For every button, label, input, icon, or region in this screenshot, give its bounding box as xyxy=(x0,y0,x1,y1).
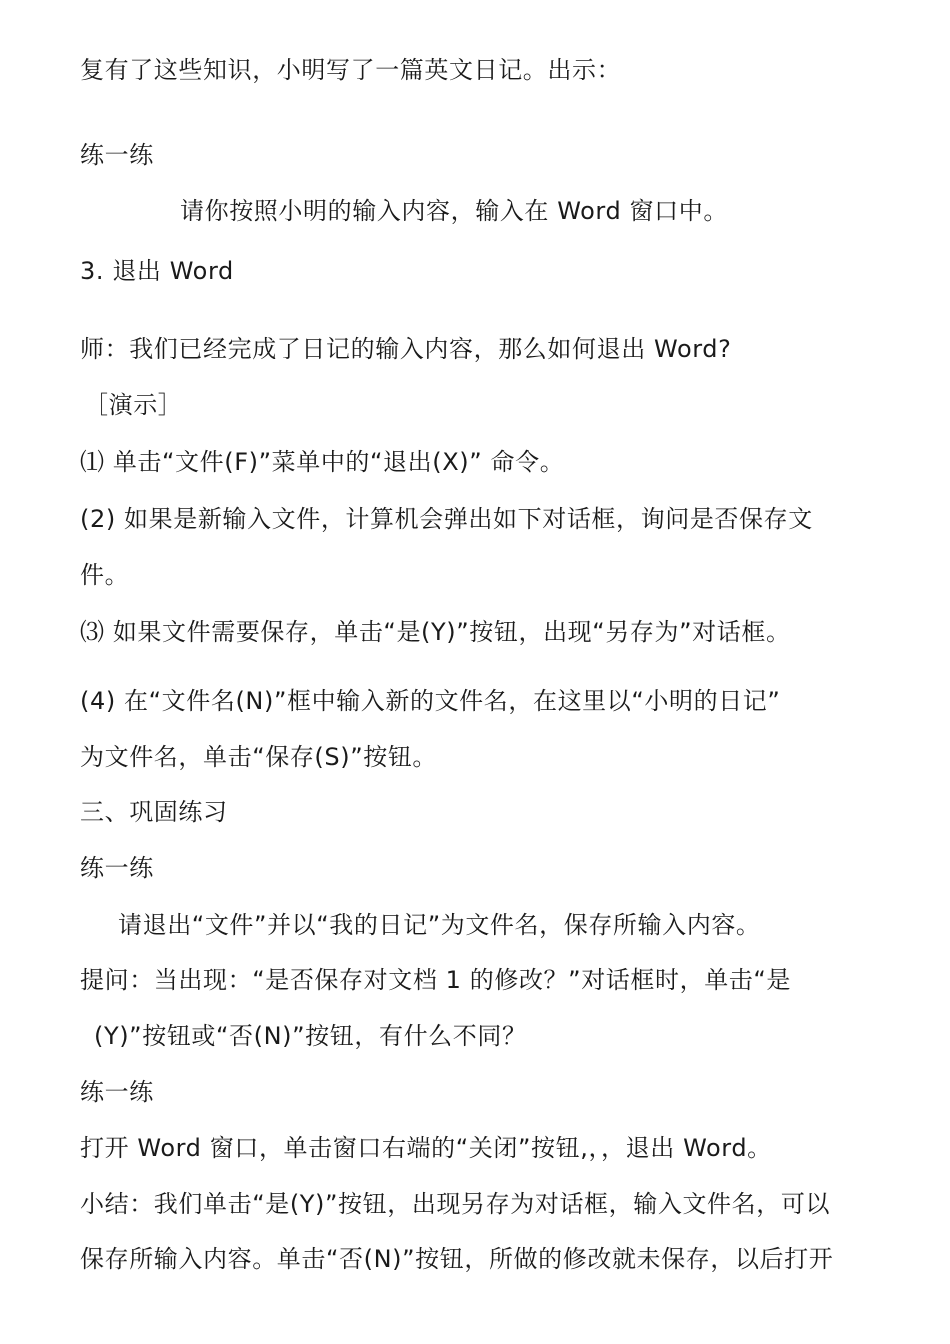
step-2-continued: 件。 xyxy=(80,561,130,589)
step-2: (2) 如果是新输入文件，计算机会弹出如下对话框，询问是否保存文 xyxy=(80,505,813,533)
practice-instruction: 请你按照小明的输入内容，输入在 Word 窗口中。 xyxy=(180,197,728,225)
practice-instruction: 打开 Word 窗口，单击窗口右端的“关闭”按钮,，，退出 Word。 xyxy=(80,1134,772,1162)
summary-paragraph: 小结：我们单击“是(Y)”按钮，出现另存为对话框，输入文件名，可以 xyxy=(80,1190,831,1218)
section-heading-consolidation: 三、巩固练习 xyxy=(80,798,228,826)
summary-paragraph-continued: 保存所输入内容。单击“否(N)”按钮，所做的修改就未保存，以后打开 xyxy=(80,1245,834,1273)
section-heading-exit-word: 3. 退出 Word xyxy=(80,257,234,285)
teacher-question: 师：我们已经完成了日记的输入内容，那么如何退出 Word? xyxy=(80,335,732,363)
practice-heading: 练一练 xyxy=(80,141,154,169)
practice-instruction: 请退出“文件”并以“我的日记”为文件名，保存所输入内容。 xyxy=(118,911,761,939)
question-paragraph-continued: (Y)”按钮或“否(N)”按钮，有什么不同？ xyxy=(94,1022,527,1050)
intro-paragraph: 复有了这些知识，小明写了一篇英文日记。出示： xyxy=(80,56,622,84)
demo-label: ［演示］ xyxy=(84,391,183,419)
step-1: ⑴ 单击“文件(F)”菜单中的“退出(X)” 命令。 xyxy=(80,448,565,476)
question-paragraph: 提问：当出现：“是否保存对文档 1 的修改？”对话框时，单击“是 xyxy=(80,966,792,994)
step-4: (4) 在“文件名(N)”框中输入新的文件名，在这里以“小明的日记” xyxy=(80,687,781,715)
practice-heading: 练一练 xyxy=(80,854,154,882)
practice-heading: 练一练 xyxy=(80,1078,154,1106)
step-4-continued: 为文件名，单击“保存(S)”按钮。 xyxy=(80,743,438,771)
step-3: ⑶ 如果文件需要保存，单击“是(Y)”按钮，出现“另存为”对话框。 xyxy=(80,618,791,646)
